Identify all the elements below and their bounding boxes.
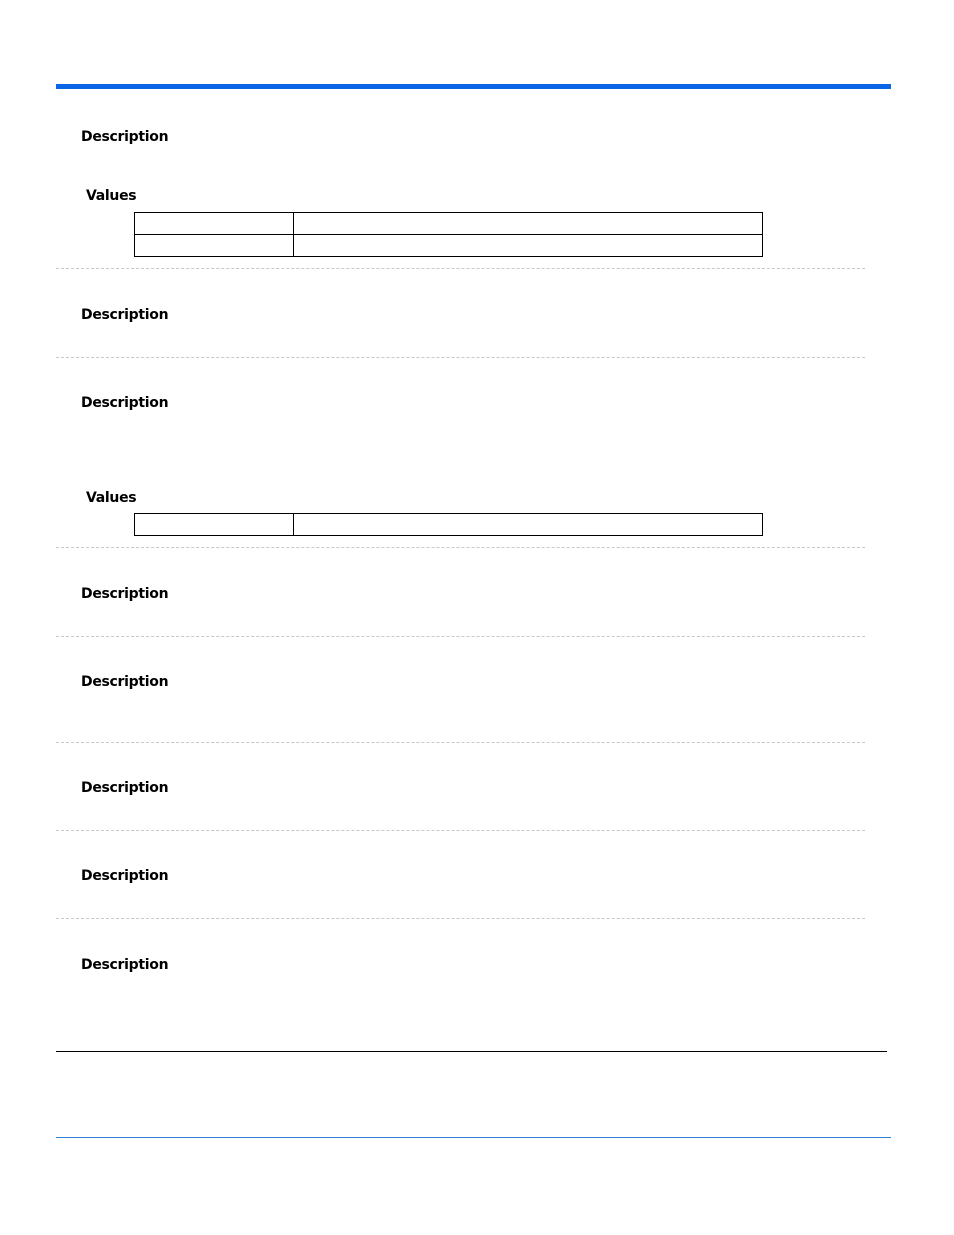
section-divider <box>56 742 865 743</box>
table-row <box>135 213 763 235</box>
table-row <box>135 235 763 257</box>
table-cell <box>135 514 294 536</box>
section-1-values-label: Values <box>86 188 137 204</box>
table-cell <box>294 213 763 235</box>
section-4-description-label: Description <box>81 586 169 602</box>
table-row <box>135 514 763 536</box>
section-7-description-label: Description <box>81 868 169 884</box>
section-divider <box>56 357 865 358</box>
table-cell <box>294 514 763 536</box>
content-end-rule <box>56 1051 887 1052</box>
section-3-description-label: Description <box>81 395 169 411</box>
table-cell <box>135 235 294 257</box>
header-accent-bar <box>56 84 891 89</box>
section-divider <box>56 268 865 269</box>
footer-rule <box>56 1137 891 1138</box>
table-cell <box>135 213 294 235</box>
section-divider <box>56 918 865 919</box>
section-1-values-table <box>134 212 763 257</box>
section-divider <box>56 830 865 831</box>
section-3-values-label: Values <box>86 490 137 506</box>
section-3-values-table <box>134 513 763 536</box>
section-5-description-label: Description <box>81 674 169 690</box>
section-divider <box>56 547 865 548</box>
section-divider <box>56 636 865 637</box>
section-2-description-label: Description <box>81 307 169 323</box>
section-6-description-label: Description <box>81 780 169 796</box>
table-cell <box>294 235 763 257</box>
section-8-description-label: Description <box>81 957 169 973</box>
section-1-description-label: Description <box>81 129 169 145</box>
